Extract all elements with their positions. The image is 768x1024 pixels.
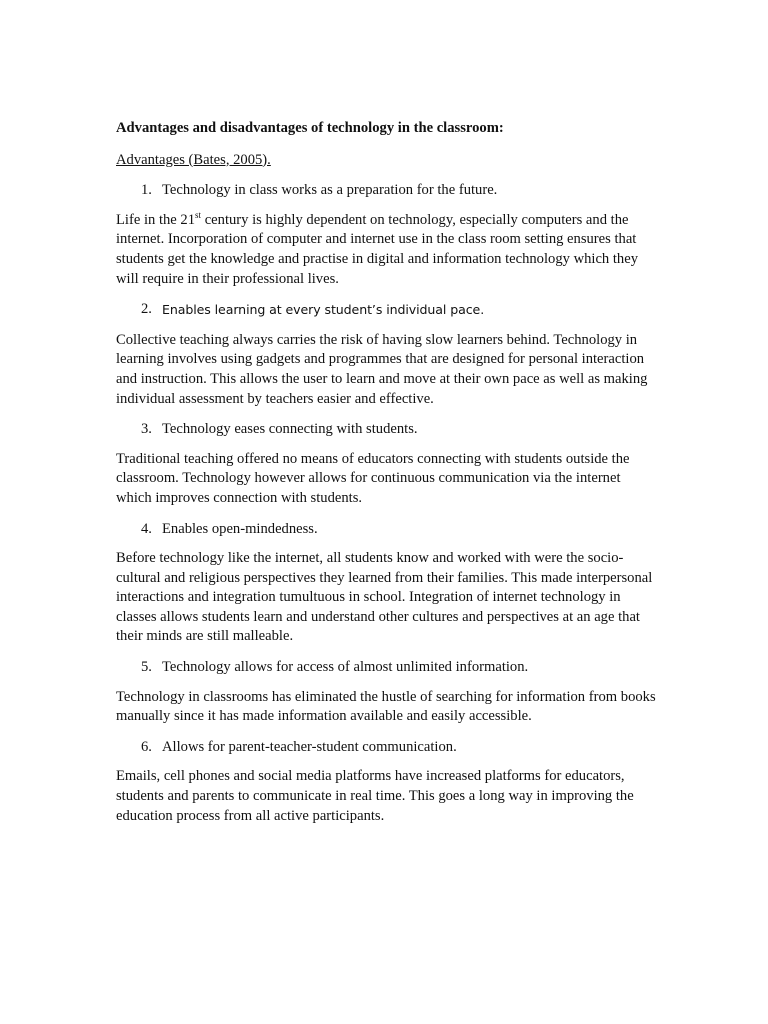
list-heading: Technology in class works as a preparation for the future. [162,182,498,199]
list-number: 4. [141,520,152,537]
list-number: 5. [141,659,152,676]
list-item-2 [116,300,656,321]
list-item-5 [116,658,656,678]
list-number: 2. [141,301,152,318]
section-paragraph-2: Collective teaching always carries the risk of having slow learners behind. Technology in learning involves using gadgets and programmes that are designed for personal interaction and instruction. This allows the user to learn and move at their own pace as well as making individual assessment by teachers easier and effective. [116,331,648,407]
list-heading: Allows for parent-teacher-student communication. [162,738,457,755]
section-paragraph-4: Before technology like the internet, all students know and worked with were the socio-cultural and religious perspectives they learned from their families. This made interpersonal interactions and integration tumultuous in school. Integration of internet technology in classes allows students learn and understand other cultures and perspectives at an age that their minds are still malleable. [116,550,653,645]
document-page [116,119,656,837]
list-heading: Enables open-mindedness. [162,520,318,537]
section-paragraph-5: Technology in classrooms has eliminated the hustle of searching for information from books manually since it has made information available and easily accessible. [116,688,656,725]
list-heading: Enables learning at every student’s individual pace. [162,302,485,318]
paragraph-text: century is highly dependent on technology, especially computers and the internet. Incorporation of computer and internet use in the class room setting ensures that students get the knowledge and practise in digital and information technology which they will require in their professional lives. [116,211,639,287]
section-paragraph-3: Traditional teaching offered no means of educators connecting with students outside the classroom. Technology however allows for continuous communication via the internet which improves connection with students. [116,450,630,506]
list-item-1 [116,181,656,201]
list-item-3 [116,420,656,440]
list-item-4 [116,520,656,540]
list-number: 3. [141,421,152,438]
section-paragraph-6: Emails, cell phones and social media platforms have increased platforms for educators, students and parents to communicate in real time. This goes a long way in improving the education process from all active participants. [116,768,634,824]
document-title: Advantages and disadvantages of technology in the classroom: [116,120,504,136]
list-number: 1. [141,182,152,199]
list-item-6 [116,738,656,758]
section-paragraph-1 [116,211,656,289]
paragraph-text: Life in the 21 [116,211,196,228]
list-heading: Technology eases connecting with students. [162,421,418,438]
superscript: st [195,209,202,220]
advantages-subheading: Advantages (Bates, 2005). [116,151,271,168]
list-heading: Technology allows for access of almost unlimited information. [162,659,529,676]
list-number: 6. [141,738,152,755]
